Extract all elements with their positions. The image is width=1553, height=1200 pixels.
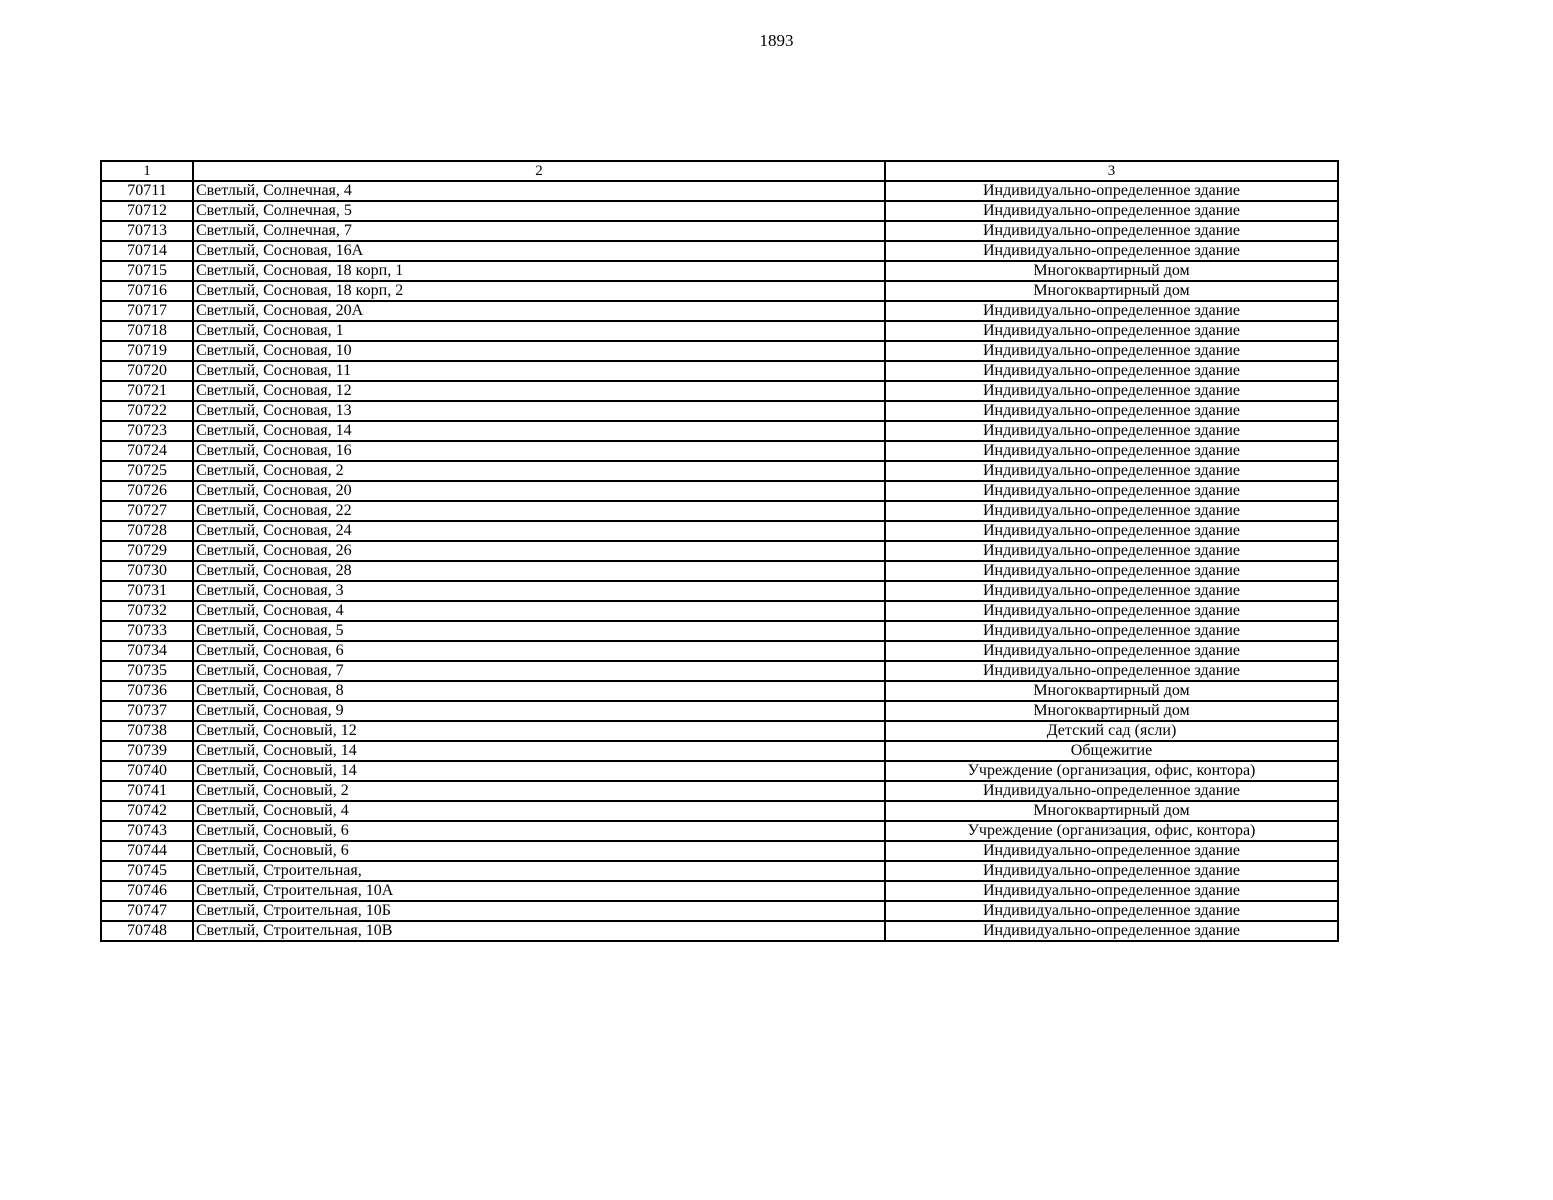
table-row (101, 261, 1338, 281)
building-type-cell: Индивидуально-определенное здание (885, 541, 1338, 561)
row-number-cell: 70719 (101, 341, 193, 361)
row-number-cell: 70720 (101, 361, 193, 381)
address-cell: Светлый, Солнечная, 4 (193, 181, 885, 201)
table-row (101, 301, 1338, 321)
table-header-row (101, 161, 1338, 181)
row-number-cell: 70726 (101, 481, 193, 501)
address-cell: Светлый, Сосновая, 10 (193, 341, 885, 361)
table-row (101, 361, 1338, 381)
table-body (101, 161, 1338, 941)
address-cell: Светлый, Сосновый, 2 (193, 781, 885, 801)
building-type-cell: Индивидуально-определенное здание (885, 581, 1338, 601)
row-number-cell: 70727 (101, 501, 193, 521)
table-row (101, 841, 1338, 861)
building-type-cell: Индивидуально-определенное здание (885, 181, 1338, 201)
table-row (101, 801, 1338, 821)
row-number-cell: 70736 (101, 681, 193, 701)
address-cell: Светлый, Сосновая, 3 (193, 581, 885, 601)
registry-table (100, 160, 1339, 942)
table-row (101, 281, 1338, 301)
address-cell: Светлый, Сосновая, 24 (193, 521, 885, 541)
building-type-cell: Индивидуально-определенное здание (885, 641, 1338, 661)
row-number-cell: 70718 (101, 321, 193, 341)
table-row (101, 701, 1338, 721)
address-cell: Светлый, Сосновая, 4 (193, 601, 885, 621)
row-number-cell: 70748 (101, 921, 193, 941)
building-type-cell: Детский сад (ясли) (885, 721, 1338, 741)
table-row (101, 321, 1338, 341)
building-type-cell: Индивидуально-определенное здание (885, 201, 1338, 221)
row-number-cell: 70723 (101, 421, 193, 441)
address-cell: Светлый, Сосновая, 8 (193, 681, 885, 701)
address-cell: Светлый, Сосновая, 22 (193, 501, 885, 521)
address-cell: Светлый, Сосновая, 20А (193, 301, 885, 321)
table-row (101, 741, 1338, 761)
address-cell: Светлый, Сосновая, 6 (193, 641, 885, 661)
building-type-cell: Индивидуально-определенное здание (885, 421, 1338, 441)
address-cell: Светлый, Сосновая, 13 (193, 401, 885, 421)
table-row (101, 481, 1338, 501)
row-number-cell: 70725 (101, 461, 193, 481)
address-cell: Светлый, Сосновая, 9 (193, 701, 885, 721)
building-type-cell: Индивидуально-определенное здание (885, 601, 1338, 621)
row-number-cell: 70722 (101, 401, 193, 421)
table-row (101, 661, 1338, 681)
building-type-cell: Учреждение (организация, офис, контора) (885, 821, 1338, 841)
building-type-cell: Индивидуально-определенное здание (885, 361, 1338, 381)
address-cell: Светлый, Строительная, (193, 861, 885, 881)
address-cell: Светлый, Сосновый, 6 (193, 841, 885, 861)
address-cell: Светлый, Сосновая, 16 (193, 441, 885, 461)
row-number-cell: 70732 (101, 601, 193, 621)
table-row (101, 881, 1338, 901)
row-number-cell: 70729 (101, 541, 193, 561)
row-number-cell: 70735 (101, 661, 193, 681)
table-row (101, 401, 1338, 421)
address-cell: Светлый, Сосновая, 28 (193, 561, 885, 581)
address-cell: Светлый, Солнечная, 7 (193, 221, 885, 241)
building-type-cell: Индивидуально-определенное здание (885, 301, 1338, 321)
row-number-cell: 70745 (101, 861, 193, 881)
page-number: 1893 (759, 31, 794, 50)
address-cell: Светлый, Сосновый, 14 (193, 761, 885, 781)
table-row (101, 681, 1338, 701)
row-number-cell: 70747 (101, 901, 193, 921)
table-row (101, 221, 1338, 241)
table-row (101, 421, 1338, 441)
address-cell: Светлый, Сосновая, 12 (193, 381, 885, 401)
address-cell: Светлый, Сосновая, 20 (193, 481, 885, 501)
building-type-cell: Общежитие (885, 741, 1338, 761)
table-row (101, 561, 1338, 581)
address-cell: Светлый, Солнечная, 5 (193, 201, 885, 221)
table-row (101, 621, 1338, 641)
table-row (101, 341, 1338, 361)
address-cell: Светлый, Сосновая, 2 (193, 461, 885, 481)
table-row (101, 461, 1338, 481)
building-type-cell: Индивидуально-определенное здание (885, 661, 1338, 681)
building-type-cell: Индивидуально-определенное здание (885, 781, 1338, 801)
table-row (101, 441, 1338, 461)
table-row (101, 241, 1338, 261)
building-type-cell: Индивидуально-определенное здание (885, 401, 1338, 421)
column-header-2: 2 (193, 161, 885, 181)
table-row (101, 601, 1338, 621)
address-cell: Светлый, Сосновый, 14 (193, 741, 885, 761)
column-header-3: 3 (885, 161, 1338, 181)
row-number-cell: 70737 (101, 701, 193, 721)
address-cell: Светлый, Строительная, 10Б (193, 901, 885, 921)
row-number-cell: 70713 (101, 221, 193, 241)
row-number-cell: 70721 (101, 381, 193, 401)
row-number-cell: 70740 (101, 761, 193, 781)
table-row (101, 521, 1338, 541)
building-type-cell: Индивидуально-определенное здание (885, 861, 1338, 881)
table-row (101, 581, 1338, 601)
address-cell: Светлый, Строительная, 10В (193, 921, 885, 941)
address-cell: Светлый, Сосновая, 18 корп, 1 (193, 261, 885, 281)
building-type-cell: Индивидуально-определенное здание (885, 921, 1338, 941)
building-type-cell: Многоквартирный дом (885, 801, 1338, 821)
row-number-cell: 70724 (101, 441, 193, 461)
table-row (101, 761, 1338, 781)
address-cell: Светлый, Сосновая, 26 (193, 541, 885, 561)
building-type-cell: Индивидуально-определенное здание (885, 521, 1338, 541)
building-type-cell: Индивидуально-определенное здание (885, 501, 1338, 521)
row-number-cell: 70714 (101, 241, 193, 261)
row-number-cell: 70742 (101, 801, 193, 821)
building-type-cell: Индивидуально-определенное здание (885, 341, 1338, 361)
row-number-cell: 70741 (101, 781, 193, 801)
address-cell: Светлый, Сосновая, 11 (193, 361, 885, 381)
row-number-cell: 70746 (101, 881, 193, 901)
table-row (101, 181, 1338, 201)
address-cell: Светлый, Сосновая, 18 корп, 2 (193, 281, 885, 301)
table-row (101, 641, 1338, 661)
row-number-cell: 70743 (101, 821, 193, 841)
row-number-cell: 70731 (101, 581, 193, 601)
row-number-cell: 70733 (101, 621, 193, 641)
table-row (101, 541, 1338, 561)
table-row (101, 201, 1338, 221)
address-cell: Светлый, Сосновая, 1 (193, 321, 885, 341)
row-number-cell: 70744 (101, 841, 193, 861)
building-type-cell: Многоквартирный дом (885, 701, 1338, 721)
address-cell: Светлый, Сосновая, 14 (193, 421, 885, 441)
building-type-cell: Учреждение (организация, офис, контора) (885, 761, 1338, 781)
building-type-cell: Многоквартирный дом (885, 681, 1338, 701)
building-type-cell: Индивидуально-определенное здание (885, 841, 1338, 861)
row-number-cell: 70711 (101, 181, 193, 201)
table-row (101, 721, 1338, 741)
building-type-cell: Индивидуально-определенное здание (885, 221, 1338, 241)
building-type-cell: Индивидуально-определенное здание (885, 621, 1338, 641)
building-type-cell: Индивидуально-определенное здание (885, 881, 1338, 901)
row-number-cell: 70734 (101, 641, 193, 661)
table-row (101, 821, 1338, 841)
address-cell: Светлый, Сосновая, 5 (193, 621, 885, 641)
row-number-cell: 70716 (101, 281, 193, 301)
row-number-cell: 70738 (101, 721, 193, 741)
address-cell: Светлый, Сосновый, 12 (193, 721, 885, 741)
row-number-cell: 70717 (101, 301, 193, 321)
building-type-cell: Многоквартирный дом (885, 261, 1338, 281)
building-type-cell: Индивидуально-определенное здание (885, 321, 1338, 341)
table-row (101, 861, 1338, 881)
row-number-cell: 70739 (101, 741, 193, 761)
address-cell: Светлый, Сосновый, 6 (193, 821, 885, 841)
table-row (101, 781, 1338, 801)
building-type-cell: Индивидуально-определенное здание (885, 481, 1338, 501)
building-type-cell: Индивидуально-определенное здание (885, 381, 1338, 401)
building-type-cell: Индивидуально-определенное здание (885, 441, 1338, 461)
row-number-cell: 70728 (101, 521, 193, 541)
row-number-cell: 70712 (101, 201, 193, 221)
building-type-cell: Индивидуально-определенное здание (885, 561, 1338, 581)
table-row (101, 901, 1338, 921)
row-number-cell: 70715 (101, 261, 193, 281)
row-number-cell: 70730 (101, 561, 193, 581)
address-cell: Светлый, Строительная, 10А (193, 881, 885, 901)
address-cell: Светлый, Сосновый, 4 (193, 801, 885, 821)
building-type-cell: Индивидуально-определенное здание (885, 241, 1338, 261)
building-type-cell: Индивидуально-определенное здание (885, 461, 1338, 481)
address-cell: Светлый, Сосновая, 16А (193, 241, 885, 261)
column-header-1: 1 (101, 161, 193, 181)
table-row (101, 501, 1338, 521)
building-type-cell: Индивидуально-определенное здание (885, 901, 1338, 921)
table-row (101, 381, 1338, 401)
address-cell: Светлый, Сосновая, 7 (193, 661, 885, 681)
building-type-cell: Многоквартирный дом (885, 281, 1338, 301)
table-row (101, 921, 1338, 941)
